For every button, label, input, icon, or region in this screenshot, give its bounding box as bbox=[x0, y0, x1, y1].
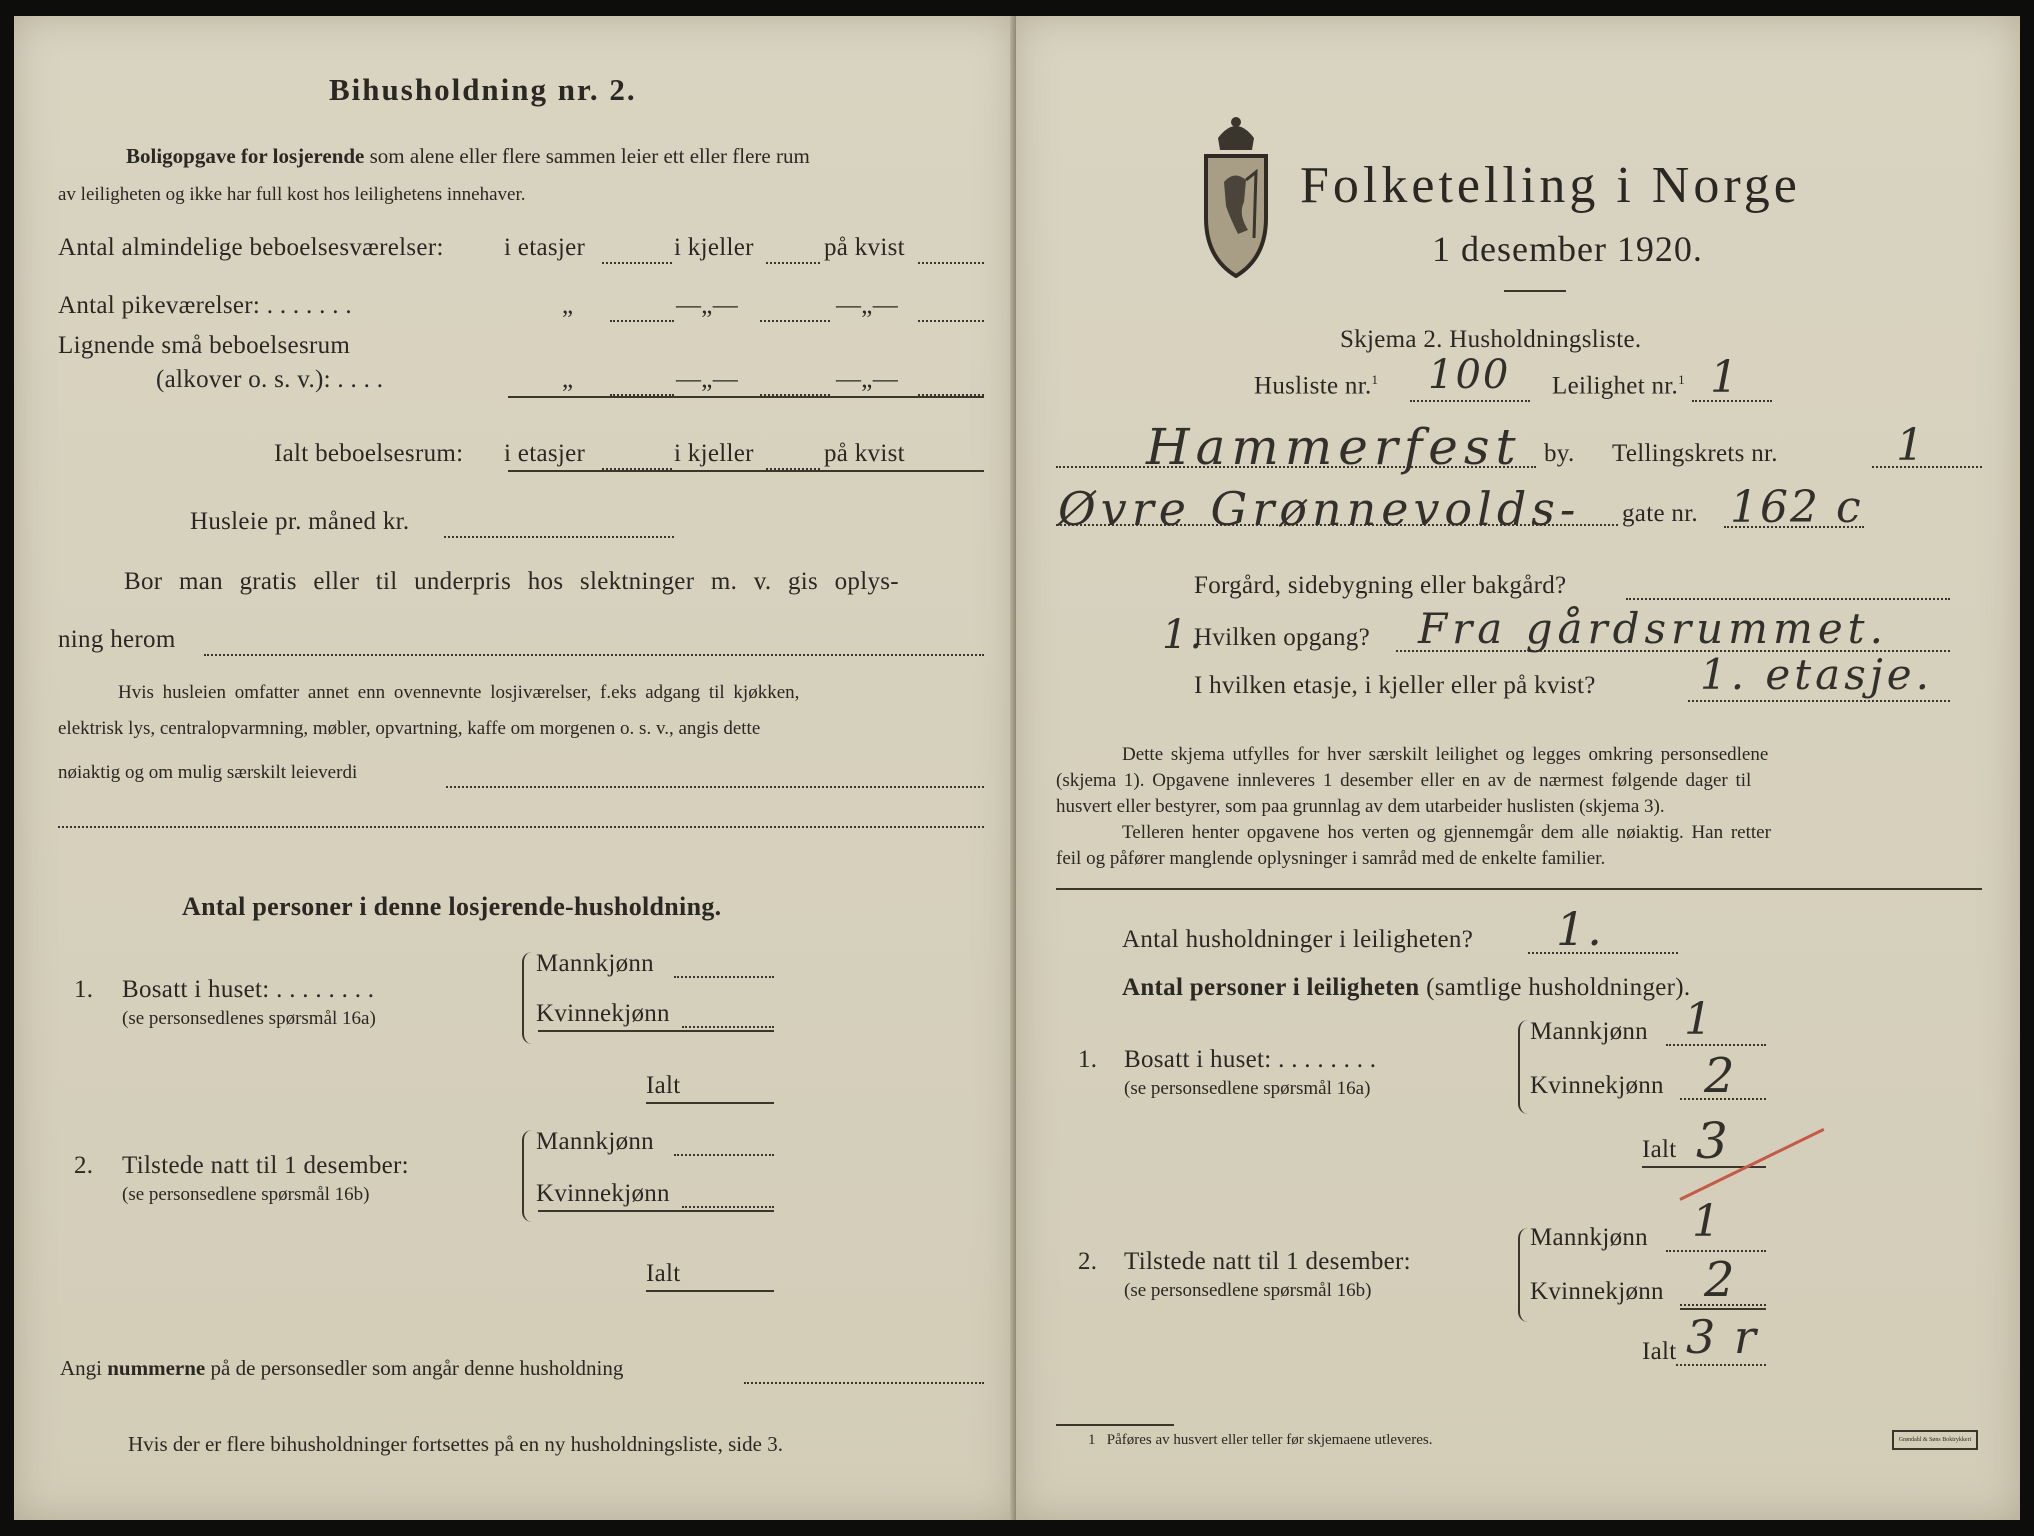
opgang-value: Fra gårdsrummet. bbox=[1418, 604, 1888, 653]
tellingskrets-field[interactable] bbox=[1872, 466, 1982, 468]
ialt-rule bbox=[508, 470, 984, 472]
r-q2-mann-value: 1 bbox=[1692, 1196, 1722, 1247]
q1-kvinne-field[interactable] bbox=[682, 1026, 774, 1028]
angi-rest: på de personsedler som angår denne husholdning bbox=[210, 1356, 624, 1380]
opgang-label: Hvilken opgang? bbox=[1194, 624, 1370, 651]
r-q1-label: Bosatt i huset: . . . . . . . . bbox=[1124, 1046, 1377, 1073]
instr-line-3: husvert eller bestyrer, som paa grunnlag av dem utarbeider huslisten (skjema 3). bbox=[1056, 796, 1665, 817]
r-q2-ialt-label: Ialt bbox=[1642, 1338, 1677, 1365]
r-q1-kvinne-label: Kvinnekjønn bbox=[1530, 1072, 1664, 1099]
intro-line-1 bbox=[126, 144, 810, 169]
leieverdi-field-2[interactable] bbox=[58, 826, 984, 828]
r-q1-ialt-label: Ialt bbox=[1642, 1136, 1677, 1163]
ialt-col-kvist: på kvist bbox=[824, 440, 905, 467]
r-q1-sub: (se personsedlene spørsmål 16a) bbox=[1124, 1078, 1371, 1099]
q2-mann-label: Mannkjønn bbox=[536, 1128, 654, 1155]
right-page bbox=[1016, 16, 2020, 1520]
gratis-field[interactable] bbox=[204, 654, 984, 656]
q1-mann-label: Mannkjønn bbox=[536, 950, 654, 977]
intro-line-2: av leiligheten og ikke har full kost hos leilighetens innehaver. bbox=[58, 184, 526, 205]
ditto-5: —„— bbox=[676, 366, 738, 393]
ialt-col-etasjer: i etasjer bbox=[504, 440, 586, 467]
angi-field[interactable] bbox=[744, 1382, 984, 1384]
schema-label: Skjema 2. Husholdningsliste. bbox=[1340, 326, 1642, 353]
ditto-3: —„— bbox=[836, 292, 898, 319]
q1-kvinne-label: Kvinnekjønn bbox=[536, 1000, 670, 1027]
kjeller-field[interactable] bbox=[766, 262, 820, 264]
leilighet-label: Leilighet nr.$^1$ bbox=[1552, 372, 1685, 400]
etasje-label: I hvilken etasje, i kjeller eller på kvist? bbox=[1194, 672, 1596, 699]
note-line-1: Hvis husleien omfatter annet enn ovennevnte losjiværelser, f.eks adgang til kjøkken, bbox=[118, 682, 800, 703]
etasje-field[interactable] bbox=[1688, 700, 1950, 702]
pike-kjeller-field[interactable] bbox=[760, 320, 830, 322]
alkove-label-b: (alkover o. s. v.): . . . . bbox=[156, 366, 384, 393]
r-q2-kvinne-value: 2 bbox=[1704, 1252, 1737, 1308]
left-footer: Hvis der er flere bihusholdninger fortsettes på en ny husholdningsliste, side 3. bbox=[128, 1432, 783, 1456]
q1-ialt-label: Ialt bbox=[646, 1072, 681, 1099]
norway-coat-of-arms-icon bbox=[1196, 110, 1276, 278]
r-q2-kvinne-label: Kvinnekjønn bbox=[1530, 1278, 1664, 1305]
right-title: Folketelling i Norge bbox=[1300, 157, 1801, 214]
instr-line-1: Dette skjema utfylles for hver særskilt leilighet og legges omkring personsedlene bbox=[1122, 744, 1769, 765]
q1-sub: (se personsedlenes spørsmål 16a) bbox=[122, 1008, 376, 1029]
census-date: 1 desember 1920. bbox=[1432, 229, 1703, 269]
ditto-6: —„— bbox=[836, 366, 898, 393]
leilighet-value: 1 bbox=[1710, 352, 1740, 403]
angi-pre: Angi bbox=[60, 1356, 102, 1380]
printer-stamp: Grøndahl & Søns Boktrykkeri bbox=[1892, 1430, 1978, 1450]
gratis-line-1: Bor man gratis eller til underpris hos slektninger m. v. gis oplys- bbox=[124, 568, 899, 595]
ialt-beboelse-label: Ialt beboelsesrum: bbox=[274, 440, 464, 467]
q2-sum-rule bbox=[538, 1210, 774, 1212]
intro-bold: Boligopgave for losjerende bbox=[126, 144, 365, 168]
q2-label: Tilstede natt til 1 desember: bbox=[122, 1152, 409, 1179]
angi-line bbox=[60, 1356, 623, 1381]
persons-bold: Antal personer i leiligheten bbox=[1122, 974, 1420, 1001]
q2-number: 2. bbox=[74, 1152, 94, 1179]
instr-line-4: Telleren henter opgavene hos verten og gjennemgår dem alle nøiaktig. Han retter bbox=[1122, 822, 1771, 843]
q2-ialt-label: Ialt bbox=[646, 1260, 681, 1287]
col-kjeller: i kjeller bbox=[674, 234, 754, 261]
ditto-2: —„— bbox=[676, 292, 738, 319]
footnote-rule bbox=[1056, 1424, 1174, 1426]
persons-rest: (samtlige husholdninger). bbox=[1426, 974, 1691, 1001]
r-q1-mann-label: Mannkjønn bbox=[1530, 1018, 1648, 1045]
q1-mann-field[interactable] bbox=[674, 976, 774, 978]
intro-rest: som alene eller flere sammen leier ett eller flere rum bbox=[369, 144, 810, 168]
instr-rule bbox=[1056, 888, 1982, 890]
ditto-mark-1: „ bbox=[562, 292, 574, 319]
hush-value: 1. bbox=[1556, 902, 1604, 956]
street-value: Øvre Grønnevolds- bbox=[1058, 482, 1581, 536]
leieverdi-field[interactable] bbox=[446, 786, 984, 788]
husliste-label: Husliste nr.$^1$ bbox=[1254, 372, 1379, 400]
husleie-label: Husleie pr. måned kr. bbox=[190, 508, 410, 535]
husleie-field[interactable] bbox=[444, 536, 674, 538]
r-q1-kvinne-value: 2 bbox=[1704, 1048, 1737, 1104]
col-etasjer: i etasjer bbox=[504, 234, 586, 261]
etasje-value: 1. etasje. bbox=[1700, 650, 1933, 699]
col-kvist: på kvist bbox=[824, 234, 905, 261]
left-title: Bihusholdning nr. 2. bbox=[329, 72, 637, 107]
alkove-label-a: Lignende små beboelsesrum bbox=[58, 332, 351, 359]
r-q1-mann-value: 1 bbox=[1684, 994, 1714, 1045]
q1-sum-rule bbox=[538, 1030, 774, 1032]
census-form-spread bbox=[14, 16, 2020, 1520]
pike-label: Antal pikeværelser: . . . . . . . bbox=[58, 292, 352, 319]
kvist-field[interactable] bbox=[918, 262, 984, 264]
gate-label: gate nr. bbox=[1622, 500, 1698, 527]
forgard-field[interactable] bbox=[1626, 598, 1950, 600]
r-q2-number: 2. bbox=[1078, 1248, 1098, 1275]
r-q1-number: 1. bbox=[1078, 1046, 1098, 1073]
q2-ialt-rule bbox=[646, 1290, 774, 1292]
gate-value: 162 c bbox=[1730, 482, 1863, 533]
persons-line bbox=[1122, 974, 1690, 1002]
r-q2-ialt-field[interactable] bbox=[1676, 1364, 1766, 1366]
instr-line-5: feil og påfører manglende oplysninger i samråd med de enkelte familier. bbox=[1056, 848, 1606, 869]
opgang-mark: 1. bbox=[1162, 612, 1205, 658]
persons-heading: Antal personer i denne losjerende-husholdning. bbox=[182, 892, 722, 921]
r-q1-ialt-value: 3 bbox=[1696, 1112, 1730, 1170]
r-q2-label: Tilstede natt til 1 desember: bbox=[1124, 1248, 1411, 1275]
r-q1-mann-field[interactable] bbox=[1666, 1044, 1766, 1046]
note-line-3: nøiaktig og om mulig særskilt leieverdi bbox=[58, 762, 358, 783]
by-label: by. bbox=[1544, 440, 1575, 467]
note-line-2: elektrisk lys, centralopvarmning, møbler, opvartning, kaffe om morgenen o. s. v., angis dette bbox=[58, 718, 761, 739]
city-value: Hammerfest bbox=[1146, 418, 1522, 476]
q2-sub: (se personsedlene spørsmål 16b) bbox=[122, 1184, 370, 1205]
r-q2-sub: (se personsedlene spørsmål 16b) bbox=[1124, 1280, 1372, 1301]
tellingskrets-label: Tellingskrets nr. bbox=[1612, 440, 1778, 467]
q2-kvinne-field[interactable] bbox=[682, 1206, 774, 1208]
q2-kvinne-label: Kvinnekjønn bbox=[536, 1180, 670, 1207]
instr-line-2: (skjema 1). Opgavene innleveres 1 desember eller en av de nærmest følgende dager til bbox=[1056, 770, 1752, 791]
hush-label: Antal husholdninger i leiligheten? bbox=[1122, 926, 1474, 953]
pike-etasjer-field[interactable] bbox=[610, 320, 674, 322]
q1-number: 1. bbox=[74, 976, 94, 1003]
gratis-line-2: ning herom bbox=[58, 626, 176, 653]
sum-rule bbox=[508, 396, 984, 398]
left-page bbox=[14, 16, 1014, 1520]
footnote: 1 Påføres av husvert eller teller før skjemaene utleveres. bbox=[1088, 1432, 1433, 1448]
angi-bold: nummerne bbox=[107, 1356, 206, 1380]
r-q2-ialt-value: 3 r bbox=[1686, 1310, 1758, 1364]
etasjer-field[interactable] bbox=[602, 262, 672, 264]
rooms-label: Antal almindelige beboelsesværelser: bbox=[58, 234, 444, 261]
husliste-field[interactable] bbox=[1410, 400, 1530, 402]
q2-mann-field[interactable] bbox=[674, 1154, 774, 1156]
ditto-mark-4: „ bbox=[562, 366, 574, 393]
title-rule bbox=[1504, 290, 1566, 292]
pike-kvist-field[interactable] bbox=[918, 320, 984, 322]
husliste-value: 100 bbox=[1428, 352, 1511, 398]
ialt-col-kjeller: i kjeller bbox=[674, 440, 754, 467]
forgard-label: Forgård, sidebygning eller bakgård? bbox=[1194, 572, 1567, 599]
q1-ialt-rule bbox=[646, 1102, 774, 1104]
q1-label: Bosatt i huset: . . . . . . . . bbox=[122, 976, 375, 1003]
r-q2-mann-label: Mannkjønn bbox=[1530, 1224, 1648, 1251]
tellingskrets-value: 1 bbox=[1896, 420, 1926, 471]
